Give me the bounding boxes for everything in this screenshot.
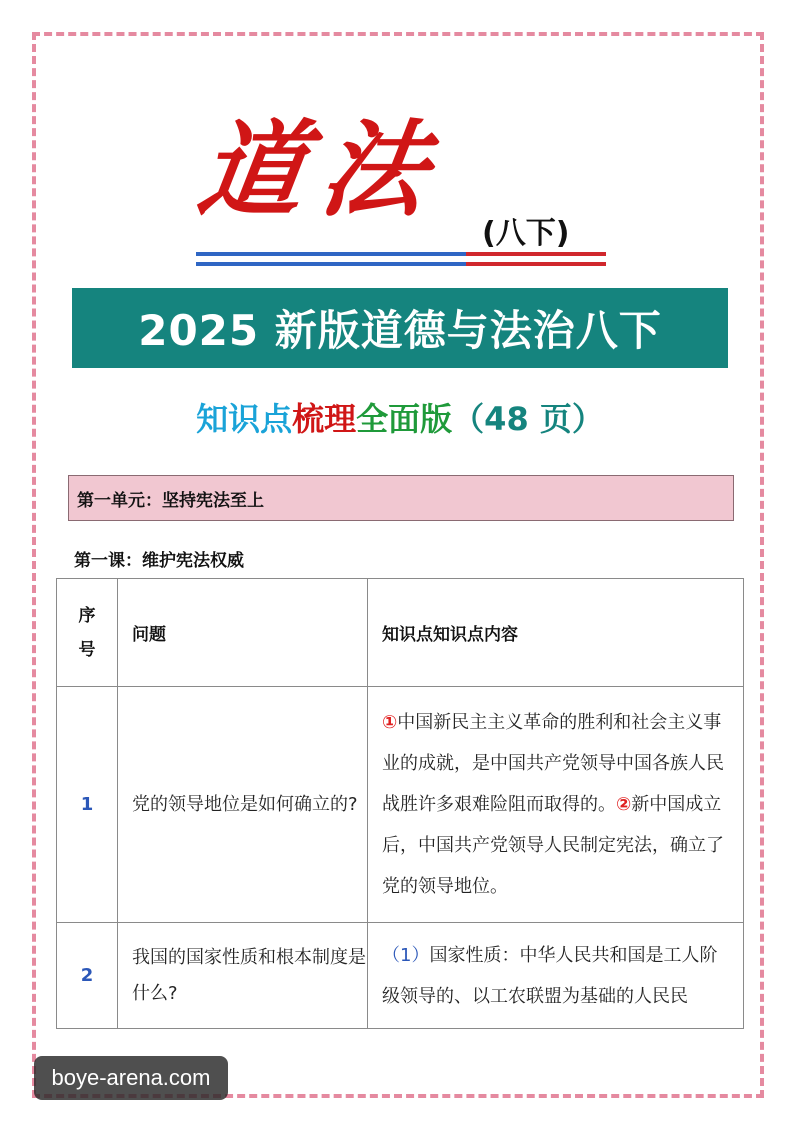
- row-index: 2: [57, 923, 118, 1029]
- grade-label: (八下): [482, 216, 570, 251]
- red-line-top: [466, 252, 606, 256]
- content-marker-1: （1）: [382, 944, 430, 966]
- main-title-banner: [72, 288, 728, 368]
- row-content: [368, 923, 744, 1029]
- knowledge-table: [56, 578, 744, 1029]
- table-row: [57, 923, 744, 1029]
- row-question: 党的领导地位是如何确立的?: [118, 687, 368, 923]
- lesson-title: 第一课：维护宪法权威: [74, 551, 244, 571]
- header-index-label: 序号: [78, 605, 96, 660]
- header-question: 问题: [118, 579, 368, 687]
- subtitle-part-2: 梳理: [292, 400, 357, 438]
- decorative-lines: [196, 250, 606, 270]
- content-text-1: 中国新民主主义革命的胜利和社会主义事业的成就，是中国共产党领导中国各族人民战胜许多艰难险阻而取得的。: [382, 712, 724, 815]
- content-text-2: 新中国成立后，中国共产党领导人民制定宪法，确立了党的领导地位。: [382, 794, 724, 897]
- blue-line-top: [196, 252, 466, 256]
- unit-title-box: [68, 475, 734, 521]
- blue-line-bottom: [196, 262, 466, 266]
- table-row: [57, 687, 744, 923]
- calligraphy-title: 道法: [191, 108, 453, 231]
- watermark: boye-arena.com: [34, 1056, 228, 1100]
- row-content: [368, 687, 744, 923]
- subtitle: [0, 394, 800, 440]
- subtitle-part-3: 全面版: [356, 400, 453, 438]
- content-marker-1: ①: [382, 712, 398, 733]
- content-marker-2: ②: [616, 794, 632, 815]
- banner-title: 2025 新版道德与法治八下: [138, 306, 662, 355]
- row-question: 我国的国家性质和根本制度是什么?: [118, 923, 368, 1029]
- header-index: [57, 579, 118, 687]
- unit-title: 第一单元：坚持宪法至上: [77, 490, 264, 511]
- content-text-1: 国家性质：中华人民共和国是工人阶级领导的、以工农联盟为基础的人民民: [382, 944, 718, 1007]
- header-content: 知识点知识点内容: [368, 579, 744, 687]
- subtitle-part-1: 知识点: [196, 400, 293, 438]
- row-index: 1: [57, 687, 118, 923]
- red-line-bottom: [466, 262, 606, 266]
- subtitle-part-4: （48 页）: [452, 400, 604, 438]
- table-header-row: [57, 579, 744, 687]
